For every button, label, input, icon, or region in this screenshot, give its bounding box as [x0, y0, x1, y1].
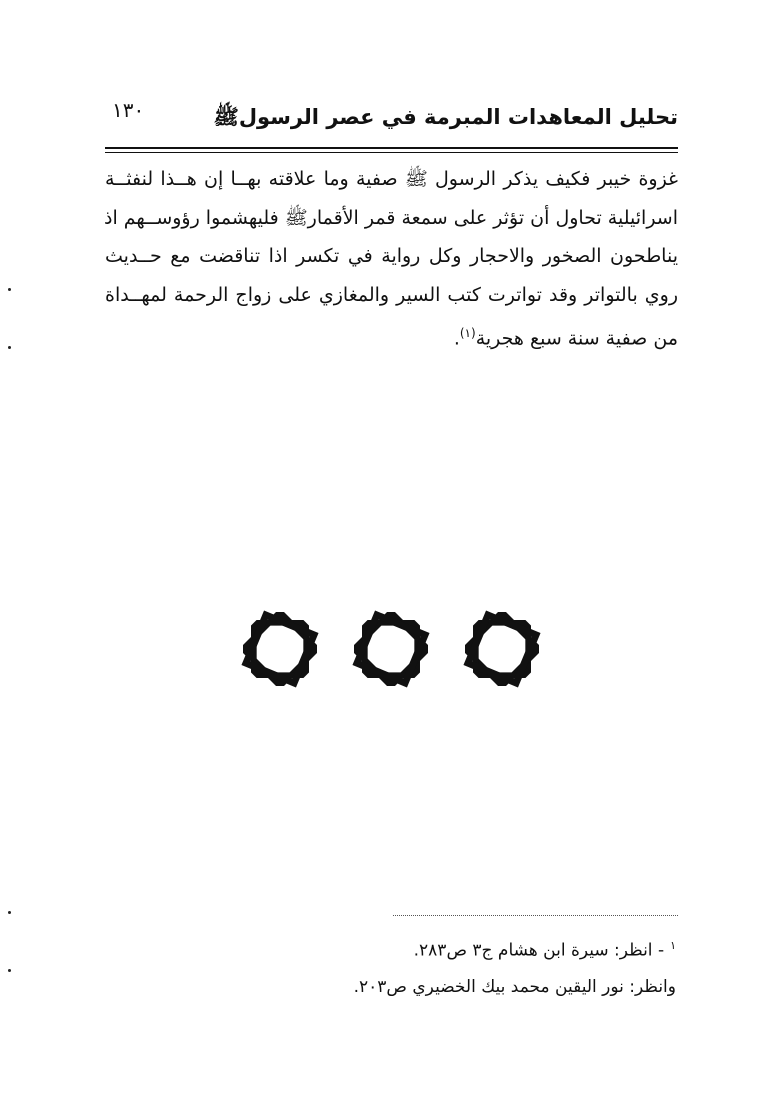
body-line: يناطحون الصخور والاحجار وكل رواية في تكسر اذا تناقضت مع حــديث [105, 245, 678, 267]
scan-speck [8, 346, 11, 349]
ornament-star [339, 597, 444, 702]
footnote-2: وانظر: نور اليقين محمد بيك الخضيري ص٢٠٣. [353, 976, 676, 997]
footnote-1-text: - انظر: سيرة ابن هشام ج٣ ص٢٨٣. [413, 940, 665, 961]
footnotes [176, 928, 676, 1005]
header-rule-thin [105, 152, 678, 153]
ornament-star [228, 597, 332, 702]
body-line: روي بالتواتر وقد تواترت كتب السير والمغازي على زواج الرحمة لمهــداة [105, 283, 678, 306]
body-line-last [105, 314, 678, 358]
body-line: غزوة خيبر فكيف يذكر الرسول ﷺ صفية وما علاقته بهــا إن هــذا لنفثــة [105, 168, 678, 190]
decorative-octagram-border [228, 592, 558, 707]
body-line: اسرائيلية تحاول أن تؤثر على سمعة قمر الأقمارﷺ فليهشموا رؤوســهم اذ [104, 206, 678, 229]
footnote-marker: ١ [670, 939, 676, 952]
scan-speck [8, 911, 11, 914]
last-line-text: من صفية سنة سبع هجرية [475, 327, 678, 350]
footnote-1 [176, 928, 676, 969]
ornament-star [450, 597, 555, 702]
header-rule-thick [105, 147, 678, 149]
last-line-period: . [453, 327, 460, 350]
body-text [105, 160, 678, 358]
scan-speck [8, 288, 11, 291]
page-number: ١٣٠ [112, 98, 145, 122]
scan-speck [8, 969, 11, 972]
footnote-reference: (١) [459, 326, 476, 340]
footnote-separator [393, 915, 678, 916]
running-title: تحليل المعاهدات المبرمة في عصر الرسولﷺ [213, 105, 678, 129]
